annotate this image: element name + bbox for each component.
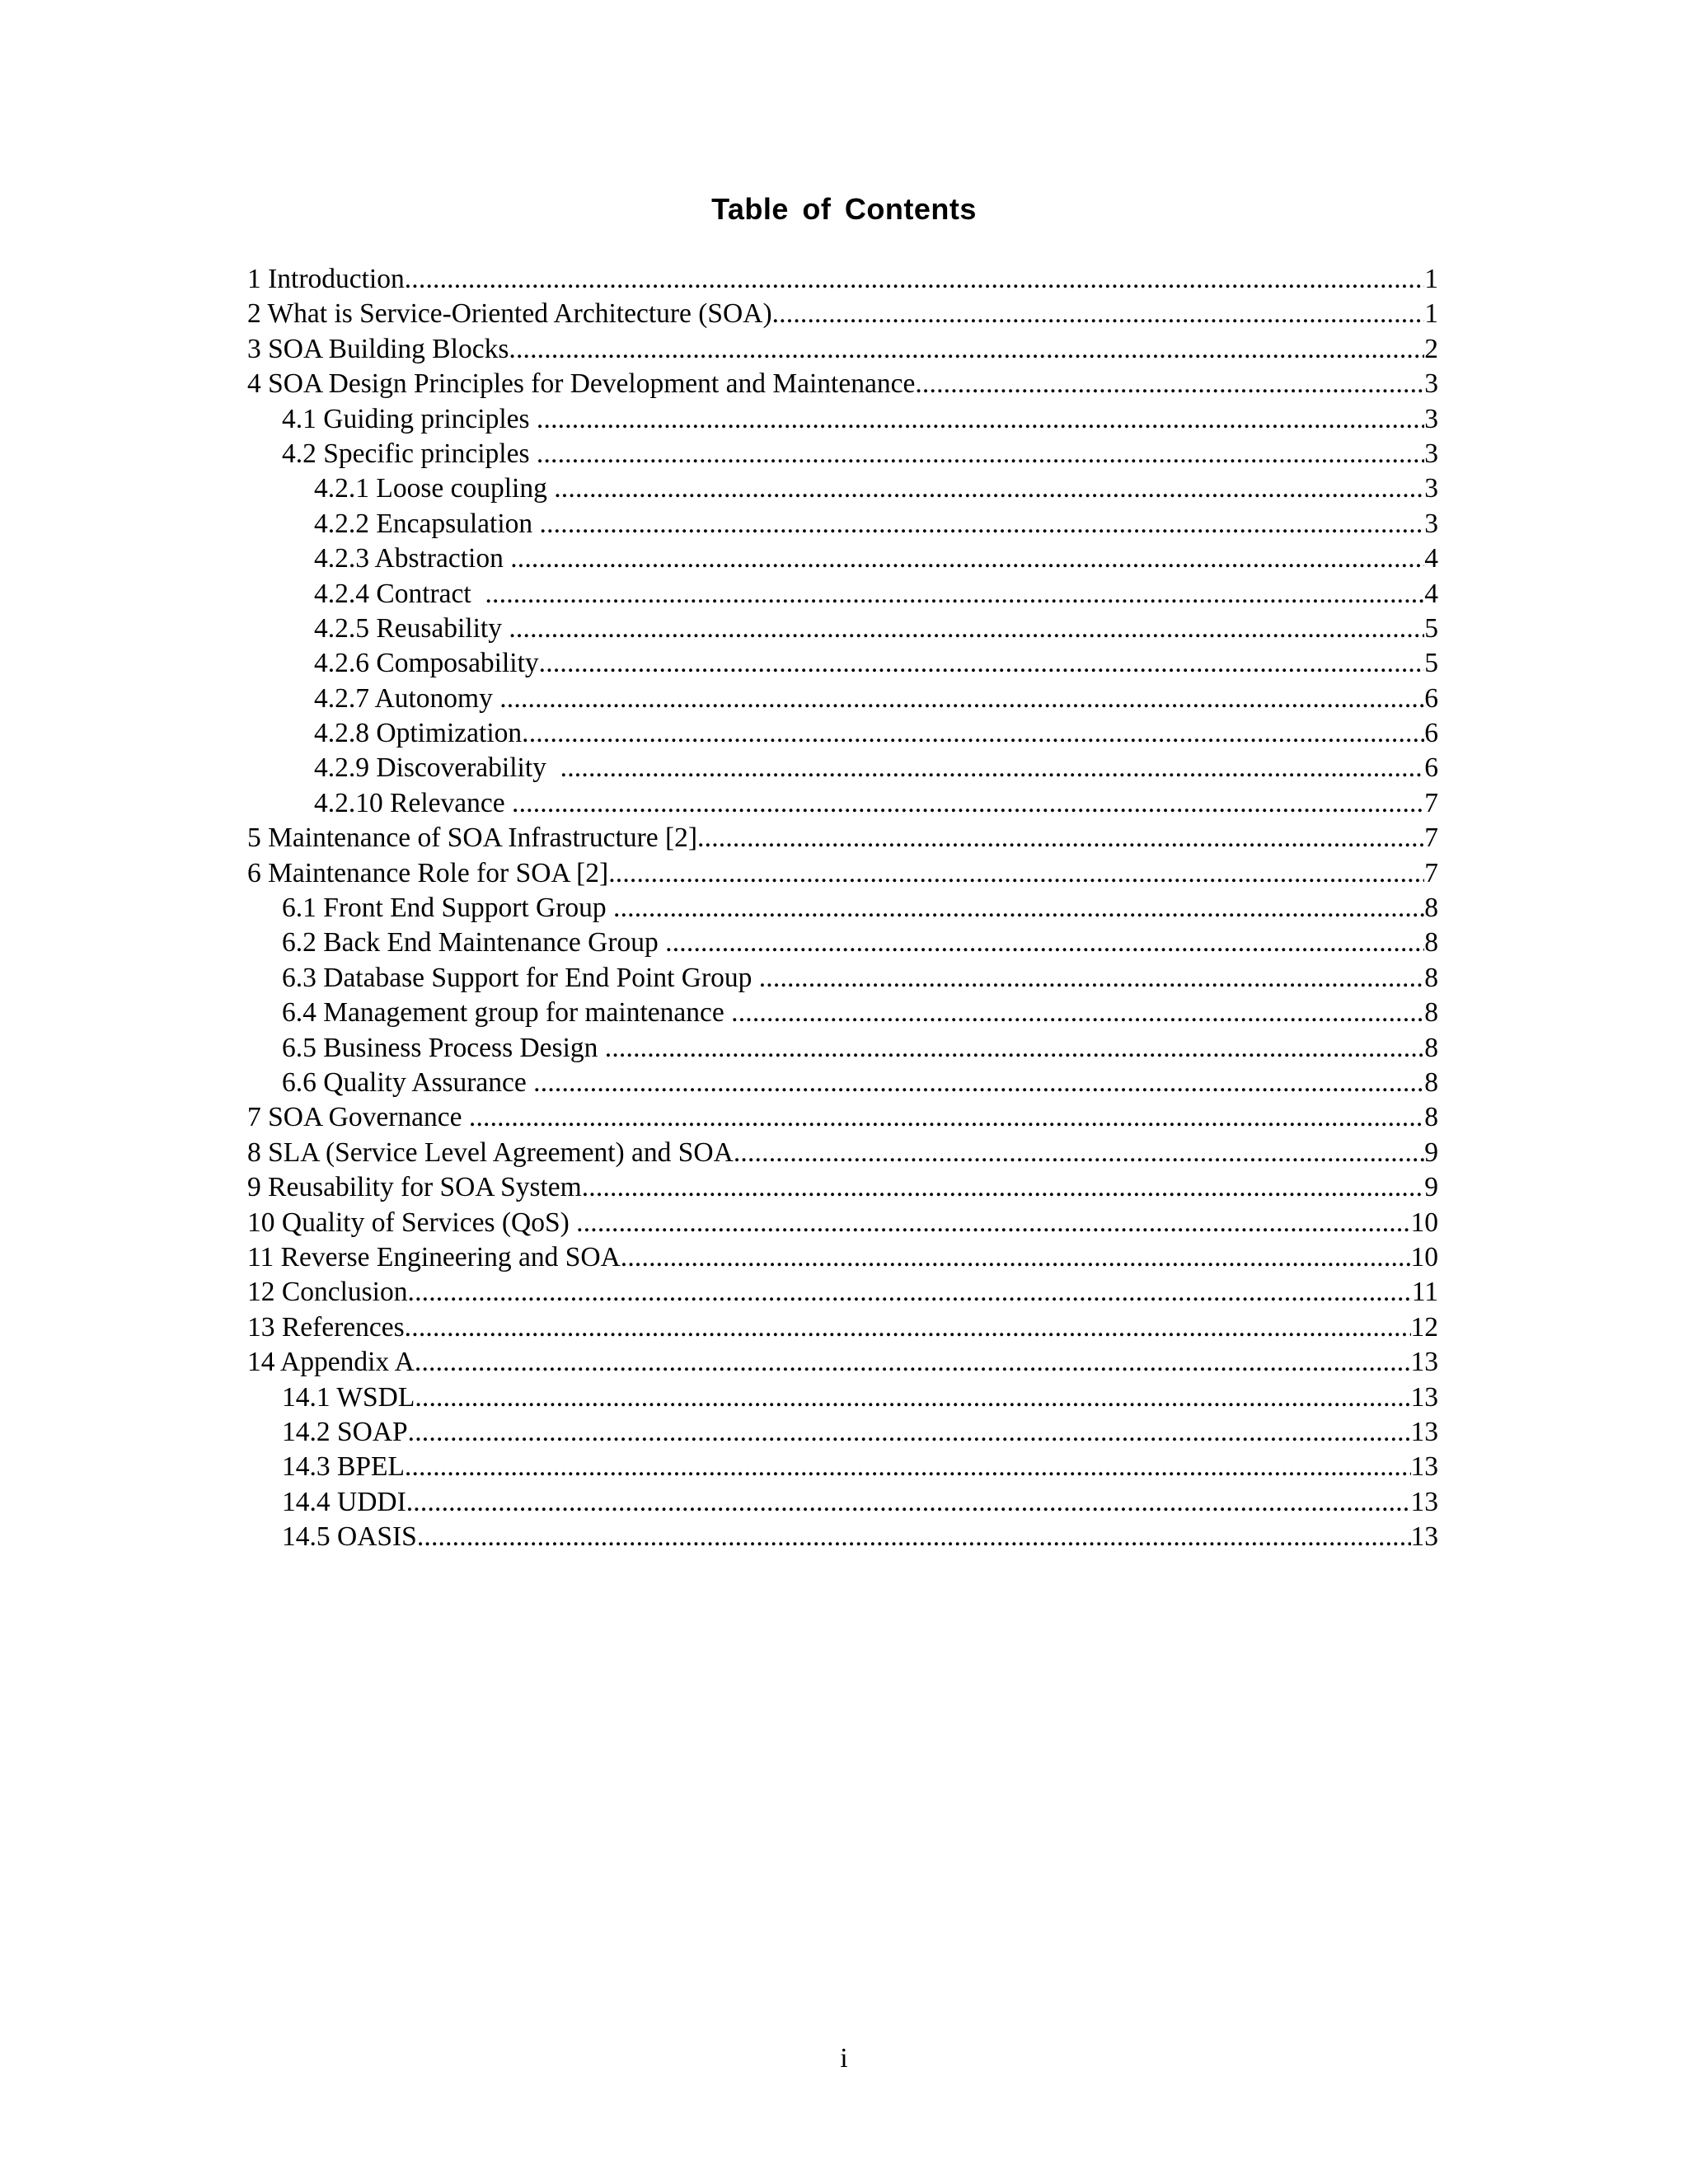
toc-entry-title: 4.2.6 Composability (314, 648, 539, 679)
toc-entry-title: 14.5 OASIS (282, 1521, 417, 1553)
toc-entry[interactable] (247, 437, 1438, 471)
toc-entry[interactable] (247, 646, 1438, 681)
toc-entry-page-number: 5 (1424, 612, 1438, 644)
toc-dot-leader (510, 541, 1424, 576)
toc-entry[interactable] (247, 507, 1438, 541)
toc-entry[interactable] (247, 297, 1438, 331)
toc-entry-page-number: 9 (1424, 1172, 1438, 1203)
toc-entry[interactable] (247, 1240, 1438, 1275)
toc-entry-page-number: 13 (1410, 1451, 1438, 1483)
toc-entry[interactable] (247, 856, 1438, 891)
toc-entry-page-number: 4 (1424, 543, 1438, 574)
toc-entry[interactable] (247, 1415, 1438, 1450)
toc-entry-title: 3 SOA Building Blocks (247, 333, 509, 364)
toc-entry[interactable] (247, 1345, 1438, 1380)
page-number: i (840, 2043, 848, 2074)
toc-entry[interactable] (247, 786, 1438, 821)
toc-entry-title: 2 What is Service-Oriented Architecture (SOA) (247, 298, 772, 330)
toc-entry-page-number: 8 (1424, 1032, 1438, 1063)
toc-entry[interactable] (247, 1275, 1438, 1310)
toc-entry-title: 4.2.3 Abstraction (314, 543, 511, 574)
toc-entry-title: 11 Reverse Engineering and SOA (247, 1241, 621, 1272)
toc-entry-title: 4.2.4 Contract (314, 578, 485, 609)
toc-dot-leader (405, 1450, 1411, 1484)
toc-dot-leader (512, 786, 1424, 821)
toc-entry-page-number: 8 (1424, 927, 1438, 958)
toc-entry[interactable] (247, 751, 1438, 785)
toc-entry-title: 5 Maintenance of SOA Infrastructure [2] (247, 823, 698, 854)
toc-entry-page-number: 9 (1424, 1137, 1438, 1168)
toc-entry-title: 4.1 Guiding principles (282, 403, 537, 434)
toc-entry-page-number: 6 (1424, 718, 1438, 749)
toc-entry-title: 14.1 WSDL (282, 1381, 415, 1413)
toc-entry-title: 6.4 Management group for maintenance (282, 997, 732, 1029)
toc-entry[interactable] (247, 891, 1438, 926)
toc-entry-page-number: 7 (1424, 787, 1438, 818)
toc-entry-page-number: 7 (1424, 857, 1438, 888)
toc-entry-page-number: 4 (1424, 578, 1438, 609)
toc-dot-leader (734, 1136, 1424, 1170)
toc-entry-page-number: 1 (1424, 264, 1438, 294)
toc-dot-leader (415, 1345, 1411, 1380)
toc-entry[interactable] (247, 612, 1438, 646)
toc-entry-title: 7 SOA Governance (247, 1102, 469, 1133)
toc-entry-title: 6.2 Back End Maintenance Group (282, 927, 666, 958)
toc-entry[interactable] (247, 1031, 1438, 1066)
toc-entry-title: 4.2 Specific principles (282, 438, 537, 469)
toc-dot-leader (405, 1310, 1411, 1345)
toc-entry-page-number: 8 (1424, 962, 1438, 993)
toc-entry[interactable] (247, 332, 1438, 367)
toc-entry[interactable] (247, 1380, 1438, 1415)
toc-dot-leader (772, 297, 1425, 331)
toc-entry-page-number: 8 (1424, 1066, 1438, 1098)
toc-entry-title: 6.5 Business Process Design (282, 1032, 605, 1063)
page-title: Table of Contents (711, 192, 977, 226)
toc-entry[interactable] (247, 996, 1438, 1030)
toc-entry-page-number: 5 (1424, 648, 1438, 679)
toc-dot-leader (533, 1066, 1424, 1100)
toc-entry-page-number: 10 (1410, 1207, 1438, 1238)
toc-entry[interactable] (247, 1206, 1438, 1240)
toc-entry-page-number: 10 (1410, 1241, 1438, 1272)
toc-entry-page-number: 11 (1411, 1277, 1438, 1308)
toc-entry-title: 9 Reusability for SOA System (247, 1172, 582, 1203)
toc-entry-title: 6.1 Front End Support Group (282, 893, 613, 924)
toc-entry-page-number: 13 (1410, 1486, 1438, 1517)
toc-entry-page-number: 1 (1424, 298, 1438, 330)
toc-dot-leader (417, 1520, 1411, 1554)
toc-entry-page-number: 13 (1410, 1347, 1438, 1378)
toc-entry-page-number: 3 (1424, 508, 1438, 539)
toc-entry[interactable] (247, 1136, 1438, 1170)
toc-entry[interactable] (247, 1066, 1438, 1100)
toc-dot-leader (499, 682, 1424, 716)
toc-dot-leader (605, 1031, 1424, 1066)
toc-entry-page-number: 8 (1424, 997, 1438, 1029)
toc-dot-leader (621, 1240, 1411, 1275)
toc-entry-title: 6.6 Quality Assurance (282, 1066, 534, 1098)
toc-dot-leader (697, 821, 1424, 855)
toc-entry-page-number: 8 (1424, 893, 1438, 924)
toc-entry-page-number: 6 (1424, 752, 1438, 784)
toc-entry-title: 4.2.7 Autonomy (314, 682, 500, 714)
toc-entry-title: 4.2.10 Relevance (314, 787, 512, 818)
toc-entry-page-number: 8 (1424, 1102, 1438, 1133)
toc-dot-leader (576, 1206, 1410, 1240)
toc-dot-leader (522, 716, 1424, 751)
toc-entry[interactable] (247, 367, 1438, 401)
toc-dot-leader (469, 1100, 1424, 1135)
toc-dot-leader (759, 961, 1425, 996)
toc-dot-leader (408, 1415, 1411, 1450)
toc-entry[interactable] (247, 402, 1438, 437)
toc-entry-page-number: 3 (1424, 473, 1438, 504)
toc-entry-page-number: 2 (1424, 333, 1438, 364)
toc-entry-title: 4.2.8 Optimization (314, 718, 523, 749)
toc-dot-leader (665, 926, 1424, 960)
toc-entry[interactable] (247, 1310, 1438, 1345)
toc-entry-page-number: 6 (1424, 682, 1438, 714)
toc-dot-leader (539, 646, 1425, 681)
toc-dot-leader (582, 1170, 1425, 1205)
toc-entry[interactable] (247, 821, 1438, 855)
toc-entry[interactable] (247, 1170, 1438, 1205)
toc-dot-leader (509, 332, 1424, 367)
toc-entry[interactable] (247, 262, 1438, 297)
toc-entry-title: 4.2.9 Discoverability (314, 752, 560, 784)
toc-dot-leader (415, 1380, 1410, 1415)
toc-entry-title: 12 Conclusion (247, 1277, 408, 1308)
toc-entry[interactable] (247, 471, 1438, 506)
toc-entry-title: 13 References (247, 1311, 405, 1343)
toc-entry-title: 4.2.5 Reusability (314, 612, 509, 644)
toc-dot-leader (509, 612, 1424, 646)
toc-entry-page-number: 3 (1424, 403, 1438, 434)
toc-entry[interactable] (247, 716, 1438, 751)
toc-entry-page-number: 13 (1410, 1381, 1438, 1413)
toc-entry-title: 10 Quality of Services (QoS) (247, 1207, 577, 1238)
toc-dot-leader (537, 402, 1424, 437)
table-of-contents (247, 262, 1438, 1554)
toc-entry-title: 6 Maintenance Role for SOA [2] (247, 857, 609, 888)
toc-entry[interactable] (247, 541, 1438, 576)
toc-dot-leader (540, 507, 1425, 541)
toc-entry[interactable] (247, 1485, 1438, 1520)
toc-dot-leader (608, 856, 1424, 891)
toc-entry-title: 14 Appendix A (247, 1347, 415, 1378)
toc-entry-title: 1 Introduction (247, 264, 405, 294)
toc-dot-leader (915, 367, 1424, 401)
toc-entry-title: 14.2 SOAP (282, 1416, 408, 1447)
toc-entry[interactable] (247, 1100, 1438, 1135)
toc-entry-page-number: 3 (1424, 368, 1438, 400)
toc-entry[interactable] (247, 926, 1438, 960)
toc-dot-leader (731, 996, 1424, 1030)
toc-dot-leader (554, 471, 1424, 506)
toc-entry[interactable] (247, 1520, 1438, 1554)
toc-dot-leader (537, 437, 1424, 471)
toc-entry[interactable] (247, 682, 1438, 716)
toc-entry[interactable] (247, 577, 1438, 612)
toc-dot-leader (485, 577, 1424, 612)
toc-entry-page-number: 12 (1410, 1311, 1438, 1343)
toc-entry-page-number: 7 (1424, 823, 1438, 854)
toc-entry-title: 14.3 BPEL (282, 1451, 405, 1483)
toc-entry[interactable] (247, 961, 1438, 996)
toc-entry-title: 4 SOA Design Principles for Development and Maintenance (247, 368, 916, 400)
toc-dot-leader (406, 1485, 1411, 1520)
toc-entry-title: 4.2.1 Loose coupling (314, 473, 555, 504)
toc-entry-page-number: 3 (1424, 438, 1438, 469)
toc-dot-leader (408, 1275, 1412, 1310)
toc-entry-page-number: 13 (1410, 1521, 1438, 1553)
toc-entry-title: 4.2.2 Encapsulation (314, 508, 540, 539)
toc-dot-leader (560, 751, 1425, 785)
toc-entry-title: 8 SLA (Service Level Agreement) and SOA (247, 1137, 734, 1168)
toc-entry-title: 14.4 UDDI (282, 1486, 406, 1517)
toc-entry[interactable] (247, 1450, 1438, 1484)
toc-entry-title: 6.3 Database Support for End Point Group (282, 962, 759, 993)
toc-entry-page-number: 13 (1410, 1416, 1438, 1447)
toc-dot-leader (405, 262, 1425, 297)
toc-dot-leader (613, 891, 1424, 926)
